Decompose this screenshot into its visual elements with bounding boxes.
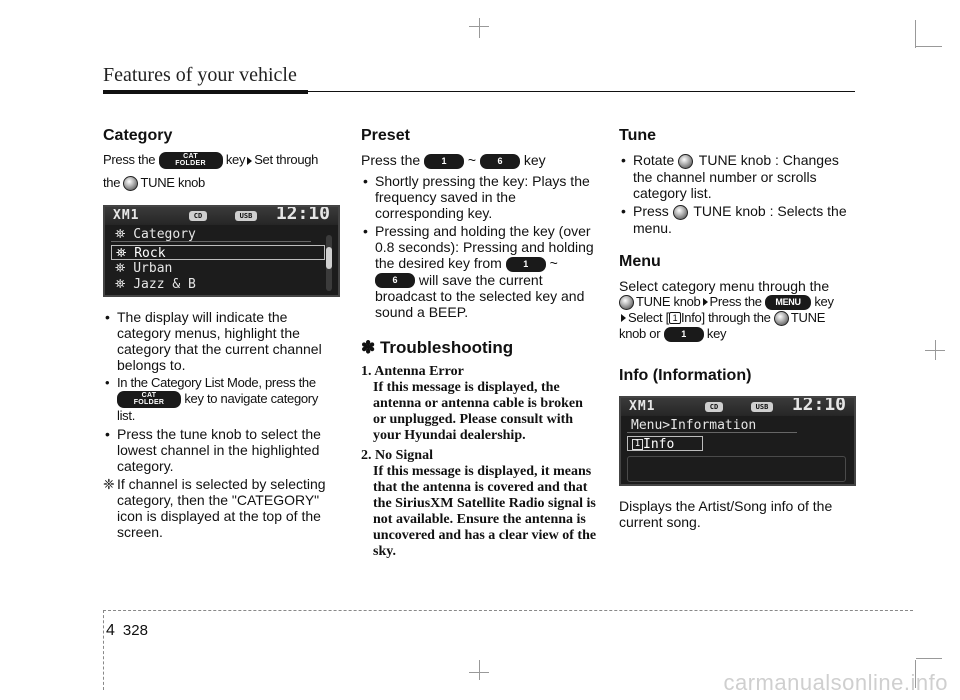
text: Press the [103, 152, 156, 167]
key-label: FOLDER [133, 399, 165, 407]
preset-key-6: 6 [375, 273, 415, 288]
key-one: 1 [664, 327, 704, 342]
arrow-right-icon [621, 314, 626, 322]
trouble-body: If this message is displayed, the antenna or antenna cable is broken or unplugged. Please consult with your Hyundai dealership. [373, 380, 583, 444]
arrow-right-icon [703, 298, 708, 306]
footer-rule [103, 610, 913, 611]
text: Select [ [628, 309, 669, 325]
text: ~ [549, 254, 558, 271]
crop-mark [916, 46, 942, 47]
screen-title: Menu>Information [627, 418, 797, 433]
preset-key-1: 1 [424, 154, 464, 169]
list-item [361, 448, 598, 560]
text: In the Category List Mode, press the [117, 375, 316, 391]
header-rule-thin [308, 91, 855, 92]
preset-bullets [361, 173, 598, 321]
usb-badge: USB [751, 402, 773, 412]
preset-heading: Preset [361, 127, 410, 144]
text: key [523, 152, 546, 168]
info-description: Displays the Artist/Song info of the current song. [619, 497, 833, 530]
usb-badge: USB [235, 211, 257, 221]
troubleshooting-list [361, 364, 598, 560]
footer-vertical-rule [103, 610, 104, 690]
trouble-title: 1. Antenna Error [361, 364, 464, 380]
category-instruction-1 [103, 152, 328, 169]
category-heading: Category [103, 127, 173, 144]
screen-title: ⛯ Category [111, 227, 311, 242]
screen-brand: XM1 [629, 398, 656, 414]
tune-knob-icon [619, 295, 634, 310]
list-item [361, 223, 598, 321]
circled-one-icon: 1 [669, 312, 681, 324]
screen-item: ⛯ Jazz & B [115, 277, 196, 293]
header-rule-thick [103, 90, 308, 94]
screen-brand: XM1 [113, 208, 140, 224]
tune-knob-icon [678, 154, 693, 169]
menu-instruction-2 [619, 294, 856, 310]
info-screen [619, 396, 856, 486]
category-note [103, 476, 328, 540]
key-label: CAT [141, 392, 157, 400]
text: Press the [709, 293, 762, 309]
running-head: Features of your vehicle [103, 64, 297, 86]
text: TUNE knob : Selects the menu. [633, 202, 847, 236]
tune-bullets [619, 152, 856, 236]
text: Press [633, 202, 669, 219]
trouble-title: 2. No Signal [361, 448, 433, 464]
page-number [106, 622, 148, 640]
crop-mark [479, 660, 480, 680]
crop-mark [916, 658, 942, 659]
trouble-body: If this message is displayed, it means that the antenna is covered and that the SiriusXM Satellite Radio signal is not available. Ensure the antenna is uncovered and has a clear view of the sky. [373, 464, 597, 560]
text: the [103, 175, 121, 191]
screen-scrollbar [326, 235, 332, 291]
crop-mark [915, 20, 916, 48]
column-tune [619, 128, 856, 530]
text: Category [133, 227, 196, 243]
crop-mark [469, 672, 489, 673]
crop-mark [925, 350, 945, 351]
menu-heading: Menu [619, 252, 661, 270]
note-mark: ❈ [103, 476, 115, 493]
list-item [103, 375, 328, 424]
text: Rock [134, 246, 166, 262]
text: Jazz & B [133, 277, 196, 293]
menu-instruction-1: Select category menu through the [619, 277, 830, 294]
tune-knob-icon [673, 205, 688, 220]
category-bullets [103, 309, 328, 474]
screen-clock: 12:10 [275, 205, 330, 225]
screen-item-selected: ⛯ Rock [111, 245, 325, 260]
text: key [225, 152, 246, 167]
list-item [361, 364, 598, 444]
note-text: If channel is selected by selecting category, then the "CATEGORY" icon is displayed at the top of the screen. [117, 476, 326, 541]
column-preset [361, 128, 598, 560]
text: TUNE knob [636, 293, 701, 309]
item-number: 1 [632, 439, 643, 450]
cd-badge: CD [705, 402, 723, 412]
category-screen [103, 205, 340, 297]
menu-instruction-3 [619, 310, 856, 326]
watermark: carmanualsonline.info [723, 670, 948, 695]
list-item [619, 203, 856, 236]
tune-heading: Tune [619, 127, 657, 144]
preset-instruction [361, 152, 598, 169]
screen-panel [627, 456, 846, 482]
screen-item: ⛯ Urban [115, 261, 173, 277]
list-item: • Shortly pressing the key: Plays the frequency saved in the corresponding key. [361, 173, 598, 221]
text: ~ [467, 152, 477, 168]
menu-key: MENU [765, 295, 811, 310]
text: TUNE [790, 309, 826, 325]
column-category [103, 128, 328, 540]
cd-badge: CD [189, 211, 207, 221]
list-item: • The display will indicate the category menus, highlight the category that the current channel belongs to. [103, 309, 328, 373]
tune-knob-icon [123, 176, 138, 191]
text: key [814, 293, 834, 309]
screen-item-selected [627, 436, 703, 451]
info-heading: Info (Information) [619, 366, 752, 384]
text: Urban [133, 261, 173, 277]
arrow-right-icon [247, 157, 252, 165]
screen-clock: 12:10 [791, 395, 846, 415]
text: Info [643, 436, 675, 452]
crop-mark [469, 26, 489, 27]
text: Pressing and holding the key (over 0.8 seconds): Pressing and holding the desired key from [375, 222, 594, 271]
text: key to navigate category list. [117, 391, 319, 424]
text: Set through [254, 152, 319, 167]
menu-instruction-4 [619, 326, 856, 342]
text: knob or [619, 325, 661, 341]
preset-key-1: 1 [506, 257, 546, 272]
text: Rotate [633, 152, 675, 168]
preset-key-6: 6 [480, 154, 520, 169]
cat-folder-key [159, 152, 223, 169]
tune-knob-icon [774, 311, 789, 326]
section-number: 4 [106, 622, 115, 639]
text: TUNE [140, 175, 175, 191]
category-instruction-2 [103, 175, 328, 191]
text: TUNE knob : Changes the channel number or scrolls category list. [633, 152, 839, 201]
crop-mark [479, 18, 480, 38]
page-value: 328 [122, 622, 148, 639]
text: will save the current broadcast to the selected key and sound a BEEP. [375, 271, 585, 321]
scroll-thumb [326, 247, 332, 269]
text: Press the [361, 152, 421, 168]
key-label: FOLDER [175, 160, 206, 168]
key-label: CAT [183, 153, 198, 161]
text: key [706, 325, 727, 341]
troubleshooting-heading: ✽ Troubleshooting [361, 338, 514, 358]
text: knob [178, 175, 205, 191]
list-item [619, 152, 856, 201]
cat-folder-key [117, 391, 181, 408]
text: Info] through the [680, 309, 771, 325]
list-item: • Press the tune knob to select the lowest channel in the highlighted category. [103, 426, 328, 474]
